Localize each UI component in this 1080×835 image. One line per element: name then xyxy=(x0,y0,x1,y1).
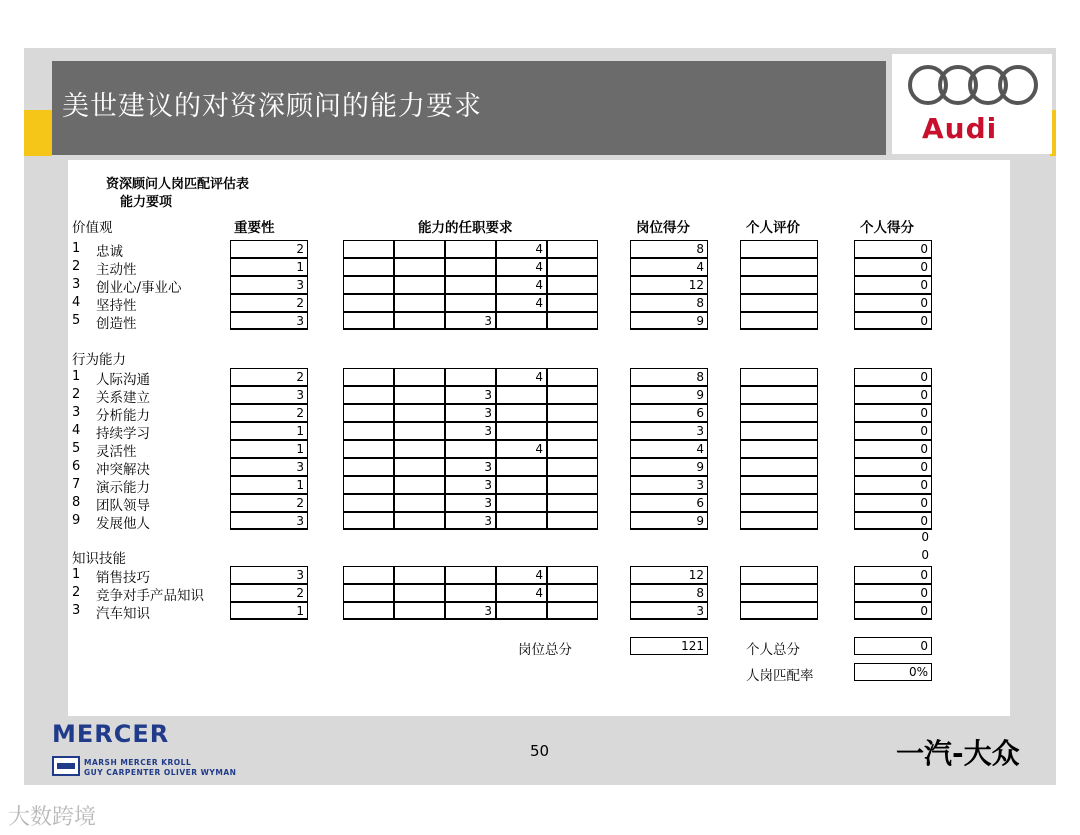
requirement-level-cell: 3 xyxy=(445,458,496,476)
form-title: 资深顾问人岗匹配评估表 xyxy=(106,177,250,192)
personal-score-cell: 0 xyxy=(854,312,932,330)
mercer-logo: MERCER xyxy=(52,720,170,748)
row-label: 关系建立 xyxy=(96,390,150,406)
self-eval-cell[interactable] xyxy=(740,422,818,440)
requirement-level-cell xyxy=(343,458,394,476)
mercer-flag-icon xyxy=(52,756,80,776)
requirement-level-cell xyxy=(394,404,445,422)
row-label: 人际沟通 xyxy=(96,372,150,388)
requirement-level-cell xyxy=(394,312,445,330)
requirement-level-cell xyxy=(394,258,445,276)
row-label: 团队领导 xyxy=(96,498,150,514)
self-eval-cell[interactable] xyxy=(740,312,818,330)
position-score-cell: 8 xyxy=(630,294,708,312)
self-eval-cell[interactable] xyxy=(740,240,818,258)
requirement-level-cell xyxy=(496,404,547,422)
mercer-subbrands-1: MARSH MERCER KROLL xyxy=(84,758,192,767)
requirement-level-cell xyxy=(394,440,445,458)
importance-cell: 3 xyxy=(230,458,308,476)
extra-zero: 0 xyxy=(921,548,929,562)
requirement-level-cell xyxy=(547,294,598,312)
requirement-level-cell xyxy=(343,312,394,330)
self-eval-cell[interactable] xyxy=(740,458,818,476)
self-eval-cell[interactable] xyxy=(740,404,818,422)
importance-cell: 3 xyxy=(230,566,308,584)
row-number: 3 xyxy=(72,277,81,292)
row-number: 7 xyxy=(72,477,81,492)
requirement-level-cell: 3 xyxy=(445,386,496,404)
row-label: 汽车知识 xyxy=(96,606,150,622)
requirement-level-cell xyxy=(496,422,547,440)
requirement-level-cell xyxy=(343,294,394,312)
importance-cell: 1 xyxy=(230,258,308,276)
requirement-level-cell xyxy=(547,458,598,476)
requirement-level-cell: 3 xyxy=(445,602,496,620)
row-number: 6 xyxy=(72,459,81,474)
personal-score-cell: 0 xyxy=(854,294,932,312)
extra-zero: 0 xyxy=(921,530,929,544)
requirement-level-cell xyxy=(394,602,445,620)
requirement-level-cell: 3 xyxy=(445,476,496,494)
importance-cell: 2 xyxy=(230,584,308,602)
audi-wordmark: Audi xyxy=(922,112,998,145)
personal-score-cell: 0 xyxy=(854,258,932,276)
requirement-level-cell: 3 xyxy=(445,404,496,422)
requirement-level-cell xyxy=(547,440,598,458)
header-values: 价值观 xyxy=(72,220,113,236)
requirement-level-cell xyxy=(445,440,496,458)
watermark: 大数跨境 xyxy=(8,805,97,830)
requirement-level-cell xyxy=(343,258,394,276)
requirement-level-cell xyxy=(394,494,445,512)
row-number: 2 xyxy=(72,585,81,600)
row-number: 9 xyxy=(72,513,81,528)
requirement-level-cell xyxy=(445,240,496,258)
requirement-level-cell xyxy=(547,584,598,602)
personal-score-cell: 0 xyxy=(854,422,932,440)
row-number: 1 xyxy=(72,241,81,256)
row-number: 1 xyxy=(72,369,81,384)
requirement-level-cell: 4 xyxy=(496,294,547,312)
position-score-cell: 3 xyxy=(630,422,708,440)
row-label: 销售技巧 xyxy=(96,570,150,586)
requirement-level-cell: 4 xyxy=(496,440,547,458)
self-eval-cell[interactable] xyxy=(740,440,818,458)
requirement-level-cell xyxy=(394,566,445,584)
personal-score-cell: 0 xyxy=(854,476,932,494)
form-subtitle: 能力要项 xyxy=(120,195,173,210)
requirement-level-cell xyxy=(445,584,496,602)
requirement-level-cell xyxy=(394,458,445,476)
self-eval-cell[interactable] xyxy=(740,294,818,312)
position-score-cell: 8 xyxy=(630,584,708,602)
personal-total-value: 0 xyxy=(854,637,932,655)
personal-score-cell: 0 xyxy=(854,240,932,258)
row-number: 3 xyxy=(72,603,81,618)
row-number: 4 xyxy=(72,423,81,438)
requirement-level-cell xyxy=(445,276,496,294)
row-label: 主动性 xyxy=(96,262,137,278)
page-number: 50 xyxy=(530,742,550,760)
requirement-level-cell xyxy=(394,422,445,440)
position-score-cell: 9 xyxy=(630,386,708,404)
row-label: 坚持性 xyxy=(96,298,137,314)
requirement-level-cell xyxy=(343,276,394,294)
importance-cell: 2 xyxy=(230,404,308,422)
self-eval-cell[interactable] xyxy=(740,476,818,494)
requirement-level-cell: 3 xyxy=(445,494,496,512)
requirement-level-cell xyxy=(343,240,394,258)
requirement-level-cell: 4 xyxy=(496,276,547,294)
row-label: 竞争对手产品知识 xyxy=(96,588,204,604)
requirement-level-cell xyxy=(343,566,394,584)
requirement-level-cell xyxy=(445,294,496,312)
requirement-level-cell xyxy=(547,386,598,404)
requirement-level-cell: 3 xyxy=(445,422,496,440)
requirement-level-cell: 4 xyxy=(496,240,547,258)
requirement-level-cell xyxy=(496,512,547,530)
requirement-level-cell xyxy=(496,602,547,620)
match-rate-value: 0% xyxy=(854,663,932,681)
requirement-level-cell xyxy=(547,404,598,422)
row-number: 8 xyxy=(72,495,81,510)
faw-vw-logo: 一汽-大众 xyxy=(896,737,1020,770)
position-score-cell: 4 xyxy=(630,440,708,458)
requirement-level-cell xyxy=(496,312,547,330)
row-label: 持续学习 xyxy=(96,426,150,442)
row-number: 4 xyxy=(72,295,81,310)
requirement-level-cell xyxy=(547,566,598,584)
importance-cell: 1 xyxy=(230,422,308,440)
requirement-level-cell xyxy=(343,602,394,620)
row-number: 3 xyxy=(72,405,81,420)
importance-cell: 2 xyxy=(230,494,308,512)
header-importance: 重要性 xyxy=(234,220,275,236)
importance-cell: 3 xyxy=(230,386,308,404)
importance-cell: 1 xyxy=(230,476,308,494)
position-score-cell: 9 xyxy=(630,512,708,530)
requirement-level-cell xyxy=(343,422,394,440)
requirement-level-cell xyxy=(496,476,547,494)
section-title: 行为能力 xyxy=(72,352,126,368)
requirement-level-cell xyxy=(343,404,394,422)
personal-score-cell: 0 xyxy=(854,458,932,476)
row-number: 2 xyxy=(72,387,81,402)
requirement-level-cell xyxy=(394,386,445,404)
personal-total-label: 个人总分 xyxy=(746,642,800,658)
header-requirement: 能力的任职要求 xyxy=(418,220,513,236)
requirement-level-cell xyxy=(547,512,598,530)
self-eval-cell[interactable] xyxy=(740,584,818,602)
position-score-cell: 9 xyxy=(630,458,708,476)
position-score-cell: 12 xyxy=(630,566,708,584)
row-number: 5 xyxy=(72,441,81,456)
row-label: 分析能力 xyxy=(96,408,150,424)
requirement-level-cell xyxy=(343,584,394,602)
requirement-level-cell xyxy=(394,240,445,258)
self-eval-cell[interactable] xyxy=(740,386,818,404)
importance-cell: 2 xyxy=(230,240,308,258)
match-rate-label: 人岗匹配率 xyxy=(746,668,814,684)
self-eval-cell[interactable] xyxy=(740,368,818,386)
requirement-level-cell xyxy=(547,476,598,494)
self-eval-cell[interactable] xyxy=(740,602,818,620)
self-eval-cell[interactable] xyxy=(740,276,818,294)
requirement-level-cell xyxy=(496,494,547,512)
importance-cell: 2 xyxy=(230,294,308,312)
position-score-cell: 8 xyxy=(630,240,708,258)
row-label: 灵活性 xyxy=(96,444,137,460)
position-score-cell: 4 xyxy=(630,258,708,276)
requirement-level-cell xyxy=(547,422,598,440)
requirement-level-cell xyxy=(394,476,445,494)
personal-score-cell: 0 xyxy=(854,440,932,458)
header-position-score: 岗位得分 xyxy=(636,220,690,236)
self-eval-cell[interactable] xyxy=(740,494,818,512)
row-label: 忠诚 xyxy=(96,244,123,260)
personal-score-cell: 0 xyxy=(854,404,932,422)
personal-score-cell: 0 xyxy=(854,566,932,584)
importance-cell: 3 xyxy=(230,512,308,530)
personal-score-cell: 0 xyxy=(854,494,932,512)
importance-cell: 2 xyxy=(230,368,308,386)
requirement-level-cell xyxy=(394,294,445,312)
personal-score-cell: 0 xyxy=(854,512,932,530)
row-number: 1 xyxy=(72,567,81,582)
importance-cell: 3 xyxy=(230,276,308,294)
requirement-level-cell xyxy=(496,386,547,404)
requirement-level-cell xyxy=(394,512,445,530)
row-number: 5 xyxy=(72,313,81,328)
requirement-level-cell xyxy=(547,258,598,276)
header-personal-score: 个人得分 xyxy=(860,220,914,236)
self-eval-cell[interactable] xyxy=(740,512,818,530)
section-title: 知识技能 xyxy=(72,551,126,567)
requirement-level-cell: 4 xyxy=(496,566,547,584)
requirement-level-cell xyxy=(547,602,598,620)
requirement-level-cell xyxy=(394,368,445,386)
position-total-value: 121 xyxy=(630,637,708,655)
row-label: 演示能力 xyxy=(96,480,150,496)
requirement-level-cell xyxy=(445,258,496,276)
position-score-cell: 3 xyxy=(630,476,708,494)
position-score-cell: 6 xyxy=(630,404,708,422)
self-eval-cell[interactable] xyxy=(740,258,818,276)
requirement-level-cell xyxy=(445,566,496,584)
requirement-level-cell: 3 xyxy=(445,512,496,530)
row-label: 创业心/事业心 xyxy=(96,280,182,296)
personal-score-cell: 0 xyxy=(854,276,932,294)
requirement-level-cell xyxy=(496,458,547,476)
requirement-level-cell xyxy=(343,440,394,458)
requirement-level-cell: 4 xyxy=(496,258,547,276)
requirement-level-cell xyxy=(343,494,394,512)
requirement-level-cell xyxy=(547,312,598,330)
row-label: 创造性 xyxy=(96,316,137,332)
requirement-level-cell: 4 xyxy=(496,584,547,602)
position-score-cell: 3 xyxy=(630,602,708,620)
position-score-cell: 8 xyxy=(630,368,708,386)
position-score-cell: 12 xyxy=(630,276,708,294)
requirement-level-cell xyxy=(343,368,394,386)
accent-strip-left xyxy=(24,110,52,156)
requirement-level-cell xyxy=(445,368,496,386)
requirement-level-cell xyxy=(547,368,598,386)
requirement-level-cell xyxy=(547,240,598,258)
importance-cell: 1 xyxy=(230,602,308,620)
audi-rings-logo xyxy=(906,62,1040,108)
header-self-eval: 个人评价 xyxy=(746,220,800,236)
requirement-level-cell xyxy=(394,276,445,294)
requirement-level-cell xyxy=(394,584,445,602)
position-total-label: 岗位总分 xyxy=(518,642,572,658)
self-eval-cell[interactable] xyxy=(740,566,818,584)
importance-cell: 1 xyxy=(230,440,308,458)
requirement-level-cell xyxy=(547,494,598,512)
importance-cell: 3 xyxy=(230,312,308,330)
requirement-level-cell xyxy=(343,386,394,404)
position-score-cell: 9 xyxy=(630,312,708,330)
row-label: 发展他人 xyxy=(96,516,150,532)
requirement-level-cell: 4 xyxy=(496,368,547,386)
mercer-subbrands-2: GUY CARPENTER OLIVER WYMAN xyxy=(84,768,237,777)
personal-score-cell: 0 xyxy=(854,386,932,404)
requirement-level-cell xyxy=(343,512,394,530)
position-score-cell: 6 xyxy=(630,494,708,512)
row-number: 2 xyxy=(72,259,81,274)
personal-score-cell: 0 xyxy=(854,602,932,620)
requirement-level-cell: 3 xyxy=(445,312,496,330)
page-title: 美世建议的对资深顾问的能力要求 xyxy=(62,91,482,122)
requirement-level-cell xyxy=(343,476,394,494)
personal-score-cell: 0 xyxy=(854,584,932,602)
requirement-level-cell xyxy=(547,276,598,294)
row-label: 冲突解决 xyxy=(96,462,150,478)
personal-score-cell: 0 xyxy=(854,368,932,386)
